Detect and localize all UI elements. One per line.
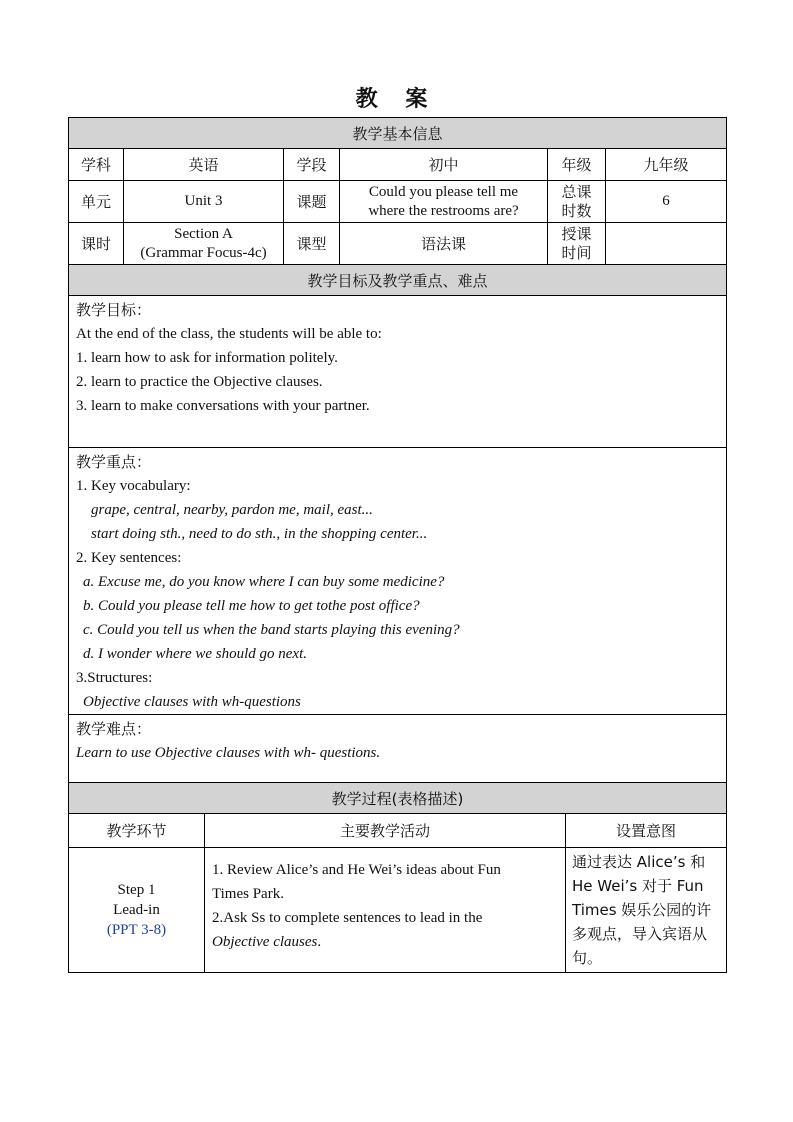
topic-line-2: where the restrooms are?	[368, 202, 519, 219]
process-table	[68, 782, 727, 973]
topic-label: 课题	[284, 181, 340, 223]
type-value: 语法课	[340, 223, 548, 265]
basic-info-table	[68, 117, 727, 783]
column-header-phase: 教学环节	[69, 814, 205, 848]
teach-time-label	[548, 223, 606, 265]
total-hours-label-1: 总课	[561, 182, 592, 201]
activity-italic: Objective clauses	[212, 934, 318, 950]
topic-line-1: Could you please tell me	[368, 183, 519, 200]
teach-time-label-2: 时间	[561, 243, 592, 262]
step-ppt-ref: (PPT 3-8)	[106, 922, 167, 938]
intent-line: 多观点，导入宾语从	[572, 925, 708, 943]
column-header-activity: 主要教学活动	[205, 814, 566, 848]
objectives-block	[69, 296, 727, 448]
vocab-title: 1. Key vocabulary:	[76, 478, 191, 494]
topic-value	[340, 181, 548, 223]
intent-cell	[566, 848, 727, 973]
lesson-plan-form	[68, 117, 726, 973]
stage-label: 学段	[284, 149, 340, 181]
difficult-text: Learn to use Objective clauses with wh- questions.	[76, 745, 381, 761]
period-line-1: Section A	[174, 225, 233, 242]
period-value	[124, 223, 284, 265]
difficult-points-block	[69, 715, 727, 783]
teach-time-value	[606, 223, 727, 265]
type-label: 课型	[284, 223, 340, 265]
step-cell	[69, 848, 205, 973]
activity-line: 2.Ask Ss to complete sentences to lead in the	[212, 910, 483, 926]
activity-cell	[205, 848, 566, 973]
activity-line	[212, 930, 558, 954]
unit-value: Unit 3	[124, 181, 284, 223]
process-header: 教学过程(表格描述)	[69, 783, 727, 814]
objective-item: 3. learn to make conversations with your partner.	[76, 398, 370, 414]
teach-time-label-1: 授课	[561, 224, 592, 243]
objective-item: 2. learn to practice the Objective clauses.	[76, 374, 323, 390]
grade-value: 九年级	[606, 149, 727, 181]
key-points-title: 教学重点：	[76, 453, 152, 471]
basic-info-header: 教学基本信息	[69, 118, 727, 149]
objectives-intro: At the end of the class, the students will be able to:	[76, 326, 382, 342]
intent-line: He Wei’s 对于 Fun	[572, 877, 704, 895]
subject-label: 学科	[69, 149, 124, 181]
key-sentence: b. Could you please tell me how to get tothe post office?	[83, 598, 420, 614]
grade-label: 年级	[548, 149, 606, 181]
structures-title: 3.Structures:	[76, 670, 153, 686]
step-phase: Lead-in	[113, 902, 160, 918]
vocab-line: start doing sth., need to do sth., in the shopping center...	[91, 526, 428, 542]
vocab-line: grape, central, nearby, pardon me, mail, east...	[91, 502, 373, 518]
objective-item: 1. learn how to ask for information politely.	[76, 350, 338, 366]
key-points-block	[69, 448, 727, 715]
structures-text: Objective clauses with wh-questions	[83, 694, 301, 710]
goals-header: 教学目标及教学重点、难点	[69, 265, 727, 296]
table-row	[69, 848, 727, 973]
period-label: 课时	[69, 223, 124, 265]
total-hours-value: 6	[606, 181, 727, 223]
key-sentence: c. Could you tell us when the band starts playing this evening?	[83, 622, 460, 638]
total-hours-label	[548, 181, 606, 223]
activity-line: 1. Review Alice’s and He Wei’s ideas about Fun	[212, 862, 501, 878]
difficult-title: 教学难点：	[76, 720, 152, 738]
subject-value: 英语	[124, 149, 284, 181]
total-hours-label-2: 时数	[561, 201, 592, 220]
intent-line: Times 娱乐公园的许	[572, 901, 712, 919]
key-sentence: a. Excuse me, do you know where I can buy some medicine?	[83, 574, 445, 590]
period-line-2: (Grammar Focus-4c)	[140, 244, 267, 261]
activity-period: .	[317, 934, 322, 950]
intent-line: 通过表达 Alice’s 和	[572, 853, 706, 871]
unit-label: 单元	[69, 181, 124, 223]
stage-value: 初中	[340, 149, 548, 181]
activity-line: Times Park.	[212, 886, 284, 902]
intent-line: 句。	[572, 949, 603, 967]
key-sentence: d. I wonder where we should go next.	[83, 646, 307, 662]
step-name: Step 1	[117, 882, 156, 898]
column-header-intent: 设置意图	[566, 814, 727, 848]
sentences-title: 2. Key sentences:	[76, 550, 182, 566]
objectives-title: 教学目标：	[76, 301, 152, 319]
page-title: 教 案	[355, 87, 438, 112]
